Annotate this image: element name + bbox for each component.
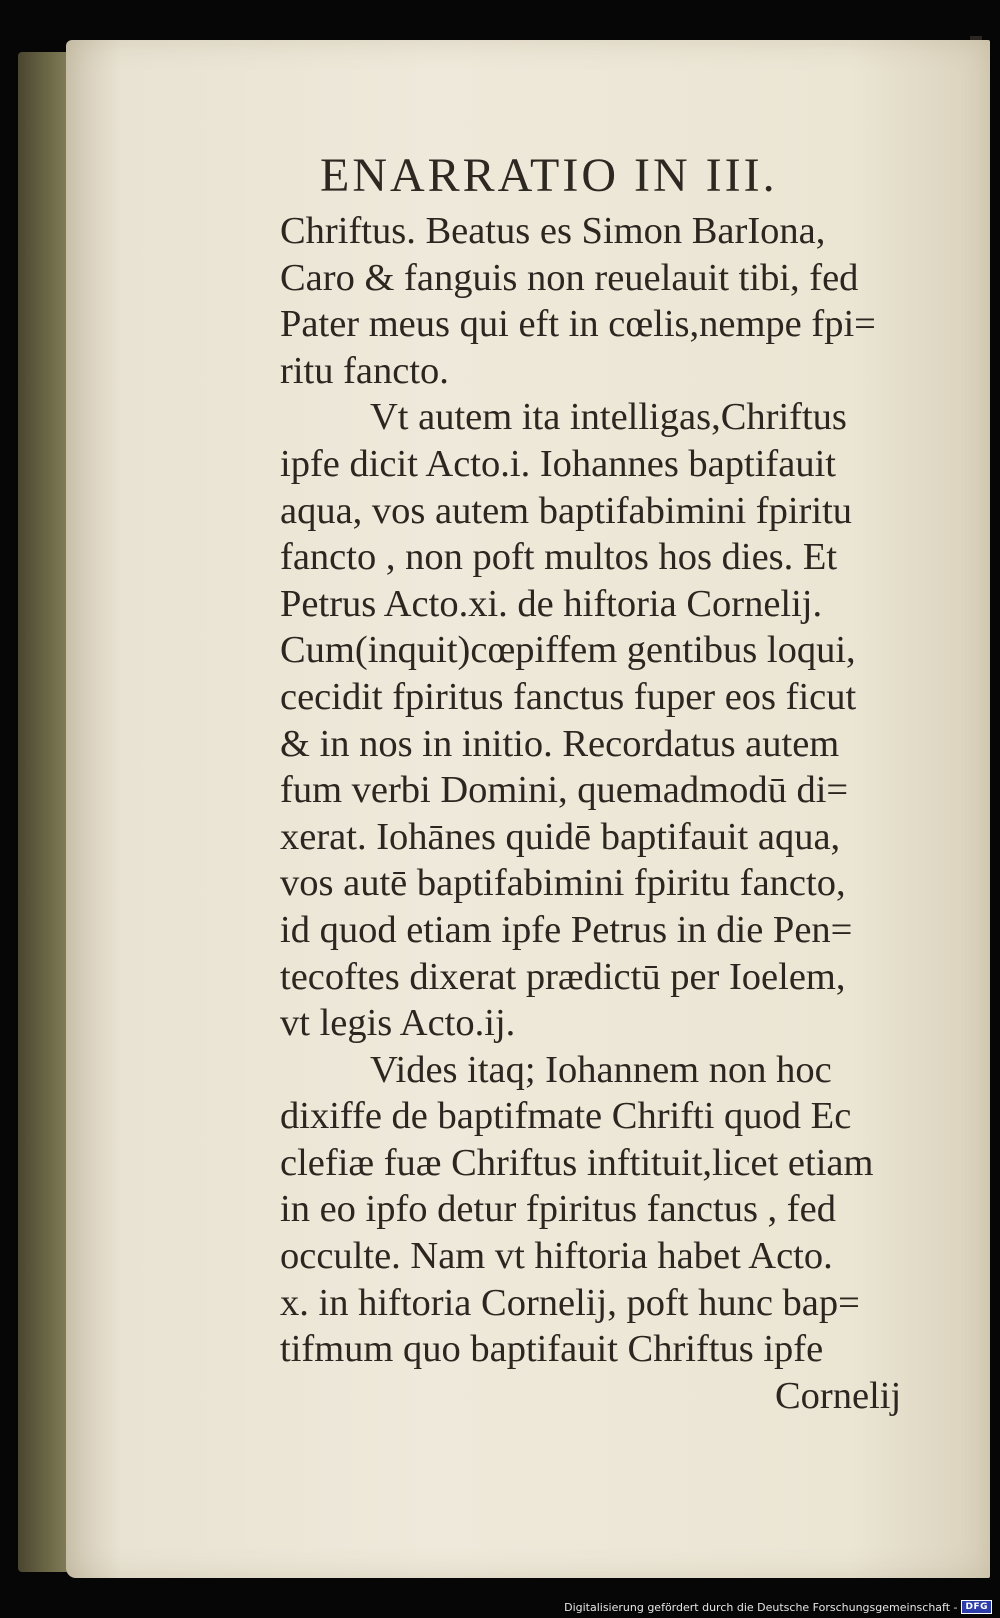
text-line: Cum(inquit)cœpiffem gentibus loqui, [280,629,856,672]
text-line: vt legis Acto.ij. [280,1002,516,1045]
text-line: & in nos in initio. Recordatus autem [280,722,840,765]
text-line: vos autē baptifabimini fpiritu fancto, [280,862,846,905]
text-line: id quod etiam ipfe Petrus in die Pen= [280,908,853,951]
text-line: fancto , non poft multos hos dies. Et [280,536,838,579]
text-line: tecoftes dixerat prædictū per Ioelem, [280,955,846,998]
text-line: xerat. Iohānes quidē baptifauit aqua, [280,815,841,858]
text-line: Pater meus qui eft in cœlis,nempe fpi= [280,303,876,346]
text-line: occulte. Nam vt hiftoria habet Acto. [280,1235,833,1278]
text-line: in eo ipfo detur fpiritus fanctus , fed [280,1188,836,1231]
dfg-logo: DFG [961,1600,992,1614]
text-line: cecidit fpiritus fanctus fuper eos ficut [280,675,857,718]
text-line: aqua, vos autem baptifabimini fpiritu [280,489,853,532]
text-line: dixiffe de baptifmate Chrifti quod Ec [280,1095,852,1138]
catchword: Cornelij [775,1374,902,1417]
text-line: ipfe dicit Acto.i. Iohannes baptifauit [280,442,836,485]
text-line: Petrus Acto.xi. de hiftoria Cornelij. [280,582,823,625]
text-line: x. in hiftoria Cornelij, poft hunc bap= [280,1281,860,1324]
text-line: Chriftus. Beatus es Simon BarIona, [280,210,826,252]
page-body [280,208,940,1419]
text-line: ritu fancto. [280,349,449,392]
text-line: tifmum quo baptifauit Chriftus ipfe [280,1328,824,1371]
footer-credit-text: Digitalisierung gefördert durch die Deutsche Forschungsgemeinschaft - [564,1600,958,1614]
paragraph-start-line: Vt autem ita intelligas,Chriftus [370,396,847,439]
text-line: Caro & fanguis non reuelauit tibi, fed [280,256,859,299]
text-line: clefiæ fuæ Chriftus inftituit,licet etiam [280,1141,874,1184]
page-header: ENARRATIO IN III. [320,149,778,202]
footer-credit [564,1600,992,1614]
text-line: fum verbi Domini, quemadmodū di= [280,769,849,812]
paragraph-start-line: Vides itaq; Iohannem non hoc [370,1048,832,1091]
